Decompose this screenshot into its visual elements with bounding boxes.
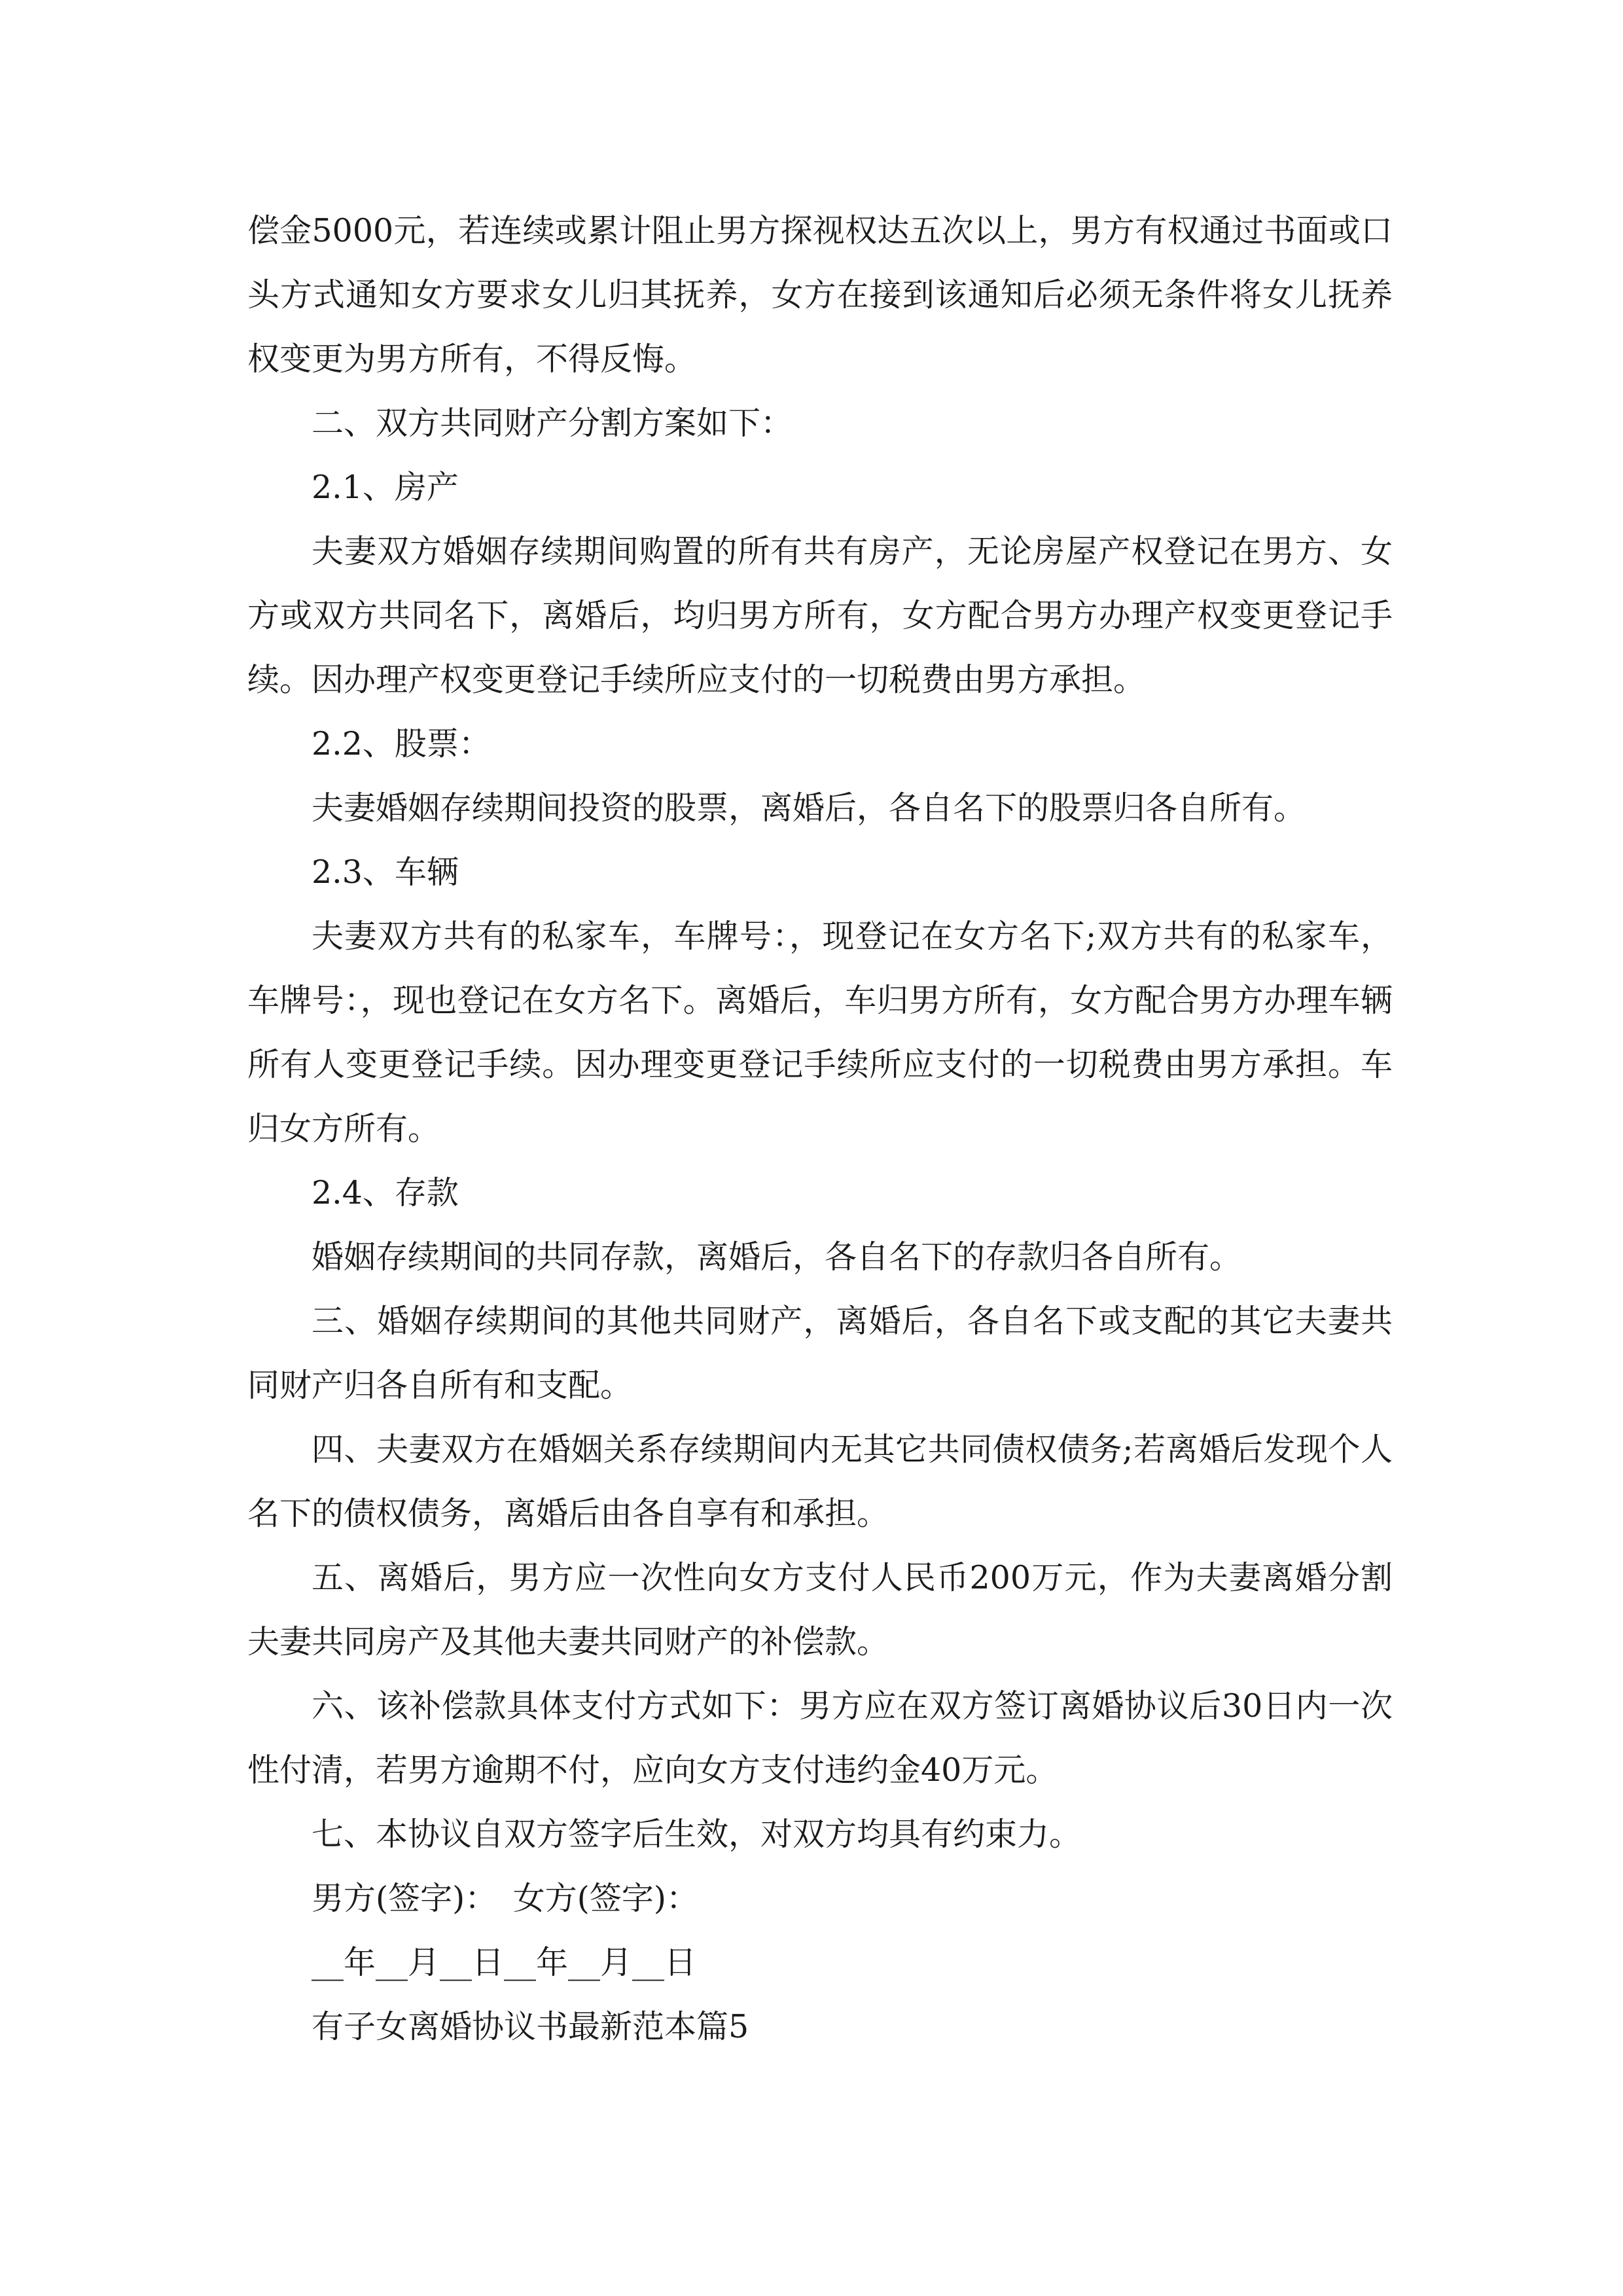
signature-line: 男方(签字)： 女方(签字)： [312, 1880, 698, 1917]
subheading-deposits: 2.4、存款 [312, 1174, 459, 1211]
clause-four: 四、夫妻双方在婚姻关系存续期间内无其它共同债权债务;若离婚后发现个人名下的债权债务，离婚后由各自享有和承担。 [247, 1431, 1393, 1532]
clause-seven: 七、本协议自双方签字后生效，对双方均具有约束力。 [312, 1816, 1082, 1853]
clause-five: 五、离婚后，男方应一次性向女方支付人民币200万元，作为夫妻离婚分割夫妻共同房产及其他夫妻共同财产的补偿款。 [247, 1559, 1393, 1660]
subheading-vehicles: 2.3、车辆 [312, 853, 459, 891]
document-body [247, 199, 1393, 2059]
clause-six: 六、该补偿款具体支付方式如下：男方应在双方签订离婚协议后30日内一次性付清，若男方逾期不付，应向女方支付违约金40万元。 [247, 1687, 1393, 1789]
subheading-stocks: 2.2、股票： [312, 725, 491, 762]
paragraph-real-estate: 夫妻双方婚姻存续期间购置的所有共有房产，无论房屋产权登记在男方、女方或双方共同名下，离婚后，均归男方所有，女方配合男方办理产权变更登记手续。因办理产权变更登记手续所应支付的一切税费由男方承担。 [247, 533, 1393, 698]
next-template-title: 有子女离婚协议书最新范本篇5 [312, 2008, 749, 2045]
paragraph-vehicles: 夫妻双方共有的私家车，车牌号：，现登记在女方名下;双方共有的私家车，车牌号：，现也登记在女方名下。离婚后，车归男方所有，女方配合男方办理车辆所有人变更登记手续。因办理变更登记手续所应支付的一切税费由男方承担。车归女方所有。 [247, 918, 1393, 1147]
subheading-real-estate: 2.1、房产 [312, 469, 459, 506]
clause-three: 三、婚姻存续期间的其他共同财产，离婚后，各自名下或支配的其它夫妻共同财产归各自所有和支配。 [247, 1302, 1393, 1404]
paragraph-stocks: 夫妻婚姻存续期间投资的股票，离婚后，各自名下的股票归各自所有。 [312, 789, 1306, 827]
date-line: __年__月__日__年__月__日 [312, 1944, 697, 1981]
paragraph-continuation: 偿金5000元，若连续或累计阻止男方探视权达五次以上，男方有权通过书面或口头方式通知女方要求女儿归其抚养，女方在接到该通知后必须无条件将女儿抚养权变更为男方所有，不得反悔。 [247, 212, 1393, 378]
section-heading-property-division: 二、双方共同财产分割方案如下： [312, 404, 793, 442]
paragraph-deposits: 婚姻存续期间的共同存款，离婚后，各自名下的存款归各自所有。 [312, 1238, 1242, 1276]
